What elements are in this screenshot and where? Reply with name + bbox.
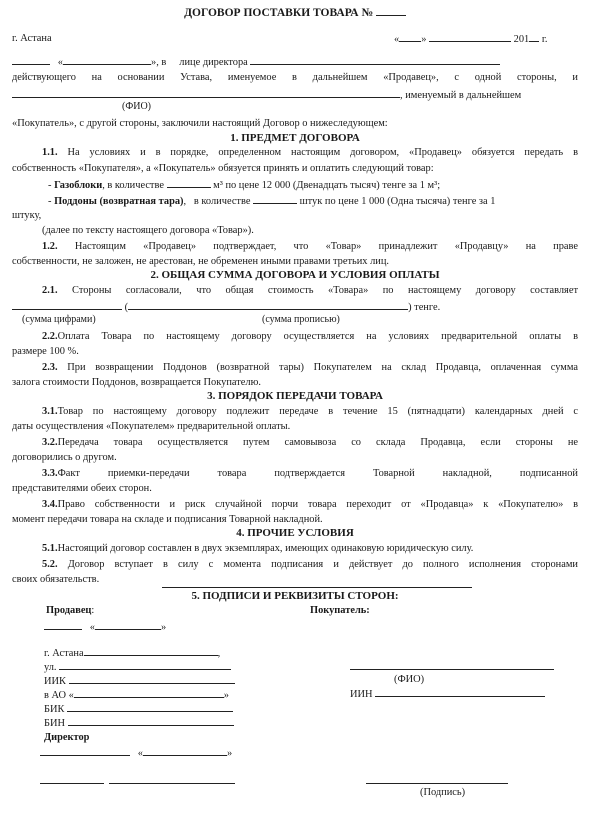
- buyer-fio-caption: (ФИО): [394, 674, 425, 685]
- seller-name-line: « »: [44, 620, 166, 634]
- p-2-1-line-1: 2.1. Стороны согласовали, что общая стоимость «Товара» по настоящему договору составляет: [42, 285, 578, 296]
- seller-bank-line: в АО « »: [44, 690, 229, 701]
- item-gas-blocks: - Газоблоки, в количестве м³ по цене 12 000 (Двенадцать тысяч) тенге за 1 м³;: [48, 180, 441, 191]
- amount-digits-caption: (сумма цифрами): [22, 314, 96, 325]
- p-1-2-line-2: собственности, не заложен, не арестован, не обременен иными правами третьих лиц.: [12, 256, 390, 267]
- section-1-heading: 1. ПРЕДМЕТ ДОГОВОРА: [230, 132, 360, 144]
- intro-line-2: действующего на основании Устава, именуемое в дальнейшем «Продавец», с одной стороны, и: [12, 72, 578, 83]
- p-3-3-line-2: представителями обеих сторон.: [12, 483, 152, 494]
- p-3-4-line-2: момент передачи товара на складе и подписания Товарной накладной.: [12, 514, 323, 525]
- p-1-1-line-1: 1.1. На условиях и в порядке, определенном настоящим договором, «Продавец» обязуется передать в: [42, 147, 578, 158]
- item-pallets-line-2: штуку,: [12, 210, 42, 221]
- p-5-2-line-2: своих обязательств.: [12, 574, 100, 585]
- amount-words-caption: (сумма прописью): [262, 314, 340, 325]
- p-3-3-line-1: 3.3.Факт приемки-передачи товара подтверждается Товарной накладной, подписанной: [42, 468, 578, 479]
- p-2-3-line-1: 2.3. При возвращении Поддонов (возвратной тары) Покупателем на склад Продавца, оплаченная сумма: [42, 362, 578, 373]
- seller-bik-line: БИК: [44, 702, 233, 716]
- document-title: ДОГОВОР ПОСТАВКИ ТОВАРА №: [12, 6, 578, 21]
- section-5-heading: 5. ПОДПИСИ И РЕКВИЗИТЫ СТОРОН:: [191, 590, 399, 602]
- p-3-4-line-1: 3.4.Право собственности и риск случайной порчи товара переходит от «Продавца» к «Покупателю» в: [42, 499, 578, 510]
- p-2-1-amount-line: ( ) тенге.: [12, 300, 440, 314]
- fio-caption: (ФИО): [122, 101, 152, 112]
- buyer-sign-caption: (Подпись): [420, 787, 466, 798]
- buyer-sign-line: [366, 783, 508, 784]
- p-1-1-line-2: собственность «Покупателя», а «Покупатель» обязуется принять и оплатить следующий товар:: [12, 163, 434, 174]
- buyer-label: Покупатель:: [310, 605, 370, 616]
- p-3-2-line-1: 3.2.Передача товара осуществляется путем самовывоза со склада Продавца, если стороны не: [42, 437, 578, 448]
- buyer-fio-line: [350, 669, 554, 670]
- p-1-2-line-1: 1.2. Настоящим «Продавец» подтверждает, что «Товар» принадлежит «Продавцу» на праве: [42, 241, 578, 252]
- section-2-heading: 2. ОБЩАЯ СУММА ДОГОВОРА И УСЛОВИЯ ОПЛАТЫ: [150, 269, 440, 281]
- seller-sign-line: [40, 774, 235, 788]
- intro-line-1: « », в лице директора: [12, 55, 500, 69]
- seller-city-line: г. Астана ,: [44, 648, 221, 659]
- section-3-heading: 3. ПОРЯДОК ПЕРЕДАЧИ ТОВАРА: [207, 390, 383, 402]
- divider: [162, 587, 472, 588]
- p-3-1-line-2: даты осуществления «Покупателем» предварительной оплаты.: [12, 421, 291, 432]
- p-2-2-line-1: 2.2.Оплата Товара по настоящему договору осуществляется на условиях предварительной оплаты в: [42, 331, 578, 342]
- buyer-iin-line: ИИН: [350, 687, 545, 701]
- intro-line-3: , именуемый в дальнейшем: [12, 88, 521, 102]
- seller-street-line: ул.: [44, 660, 231, 674]
- seller-label: Продавец:: [46, 605, 95, 616]
- item-note: (далее по тексту настоящего договора «Товар»).: [42, 225, 254, 236]
- intro-line-4: «Покупатель», с другой стороны, заключили настоящий Договор о нижеследующем:: [12, 118, 388, 129]
- p-5-2-line-1: 5.2. Договор вступает в силу с момента подписания и действует до полного исполнения сторонами: [42, 559, 578, 570]
- p-2-3-line-2: залога стоимости Поддонов, возвращается Покупателю.: [12, 377, 261, 388]
- seller-bin-line: БИН: [44, 716, 234, 730]
- seller-iik-line: ИИК: [44, 674, 235, 688]
- city-label: г. Астана: [12, 33, 52, 44]
- date-line: « » 201 г.: [394, 34, 548, 45]
- section-4-heading: 4. ПРОЧИЕ УСЛОВИЯ: [236, 527, 354, 539]
- p-3-1-line-1: 3.1.Товар по настоящему договору подлежит передаче в течение 15 (пятнадцати) календарных дней с: [42, 406, 578, 417]
- item-pallets: - Поддоны (возвратная тара), в количестве штук по цене 1 000 (Одна тысяча) тенге за 1: [48, 196, 496, 207]
- p-5-1: 5.1.Настоящий договор составлен в двух экземплярах, имеющих одинаковую юридическую силу.: [42, 543, 474, 554]
- seller-director-label: Директор: [44, 732, 90, 743]
- p-3-2-line-2: договорились о другом.: [12, 452, 117, 463]
- p-2-2-line-2: размере 100 %.: [12, 346, 79, 357]
- seller-director-line: « »: [40, 746, 232, 760]
